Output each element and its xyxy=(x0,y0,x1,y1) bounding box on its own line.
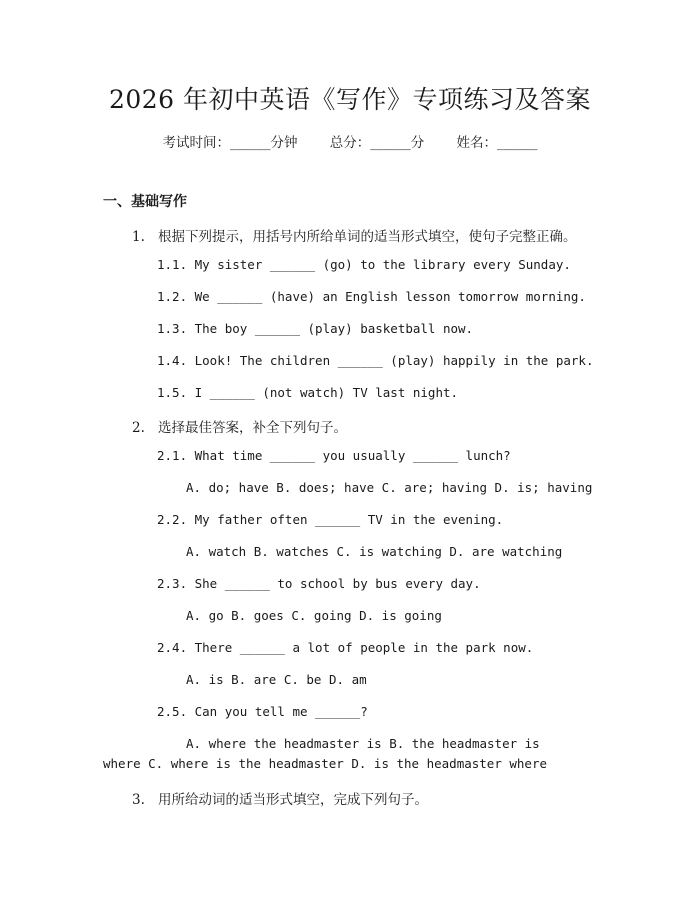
answer-options: A. where the headmaster is B. the headmaster is where C. where is the headmaster D. is the headmaster where xyxy=(103,736,548,771)
student-name: 姓名：______ xyxy=(456,135,538,151)
question-1 xyxy=(132,225,577,245)
sub-question: 1.2. We ______ (have) an English lesson tomorrow morning. xyxy=(157,289,586,304)
sub-question: 2.4. There ______ a lot of people in the park now. xyxy=(157,640,534,655)
sub-question: 1.3. The boy ______ (play) basketball now. xyxy=(157,321,474,336)
exam-meta xyxy=(0,131,700,151)
question-number: 3. xyxy=(132,792,145,808)
sub-question: 1.4. Look! The children ______ (play) happily in the park. xyxy=(157,353,594,368)
answer-options: A. watch B. watches C. is watching D. are watching xyxy=(186,544,563,559)
answer-options: A. go B. goes C. going D. is going xyxy=(186,608,442,623)
question-text: 用所给动词的适当形式填空，完成下列句子。 xyxy=(158,792,428,808)
question-2 xyxy=(132,416,347,436)
section-heading: 一、基础写作 xyxy=(103,194,187,210)
answer-options: A. is B. are C. be D. am xyxy=(186,672,367,687)
sub-question: 2.2. My father often ______ TV in the evening. xyxy=(157,512,504,527)
question-number: 1. xyxy=(132,229,145,245)
sub-question: 1.5. I ______ (not watch) TV last night. xyxy=(157,385,459,400)
question-text: 根据下列提示，用括号内所给单词的适当形式填空，使句子完整正确。 xyxy=(158,229,577,245)
question-text: 选择最佳答案，补全下列句子。 xyxy=(158,420,347,436)
sub-question: 2.3. She ______ to school by bus every day. xyxy=(157,576,481,591)
sub-question: 2.1. What time ______ you usually ______ lunch? xyxy=(157,448,511,463)
question-3 xyxy=(132,788,428,808)
page-title: 2026 年初中英语《写作》专项练习及答案 xyxy=(108,85,592,114)
answer-options: A. do; have B. does; have C. are; having D. is; having xyxy=(186,480,593,495)
sub-question: 1.1. My sister ______ (go) to the library every Sunday. xyxy=(157,257,571,272)
sub-question: 2.5. Can you tell me ______? xyxy=(157,704,368,719)
exam-time: 考试时间：______分钟 xyxy=(162,135,298,151)
question-number: 2. xyxy=(132,420,145,436)
exam-score: 总分：______分 xyxy=(329,135,425,151)
